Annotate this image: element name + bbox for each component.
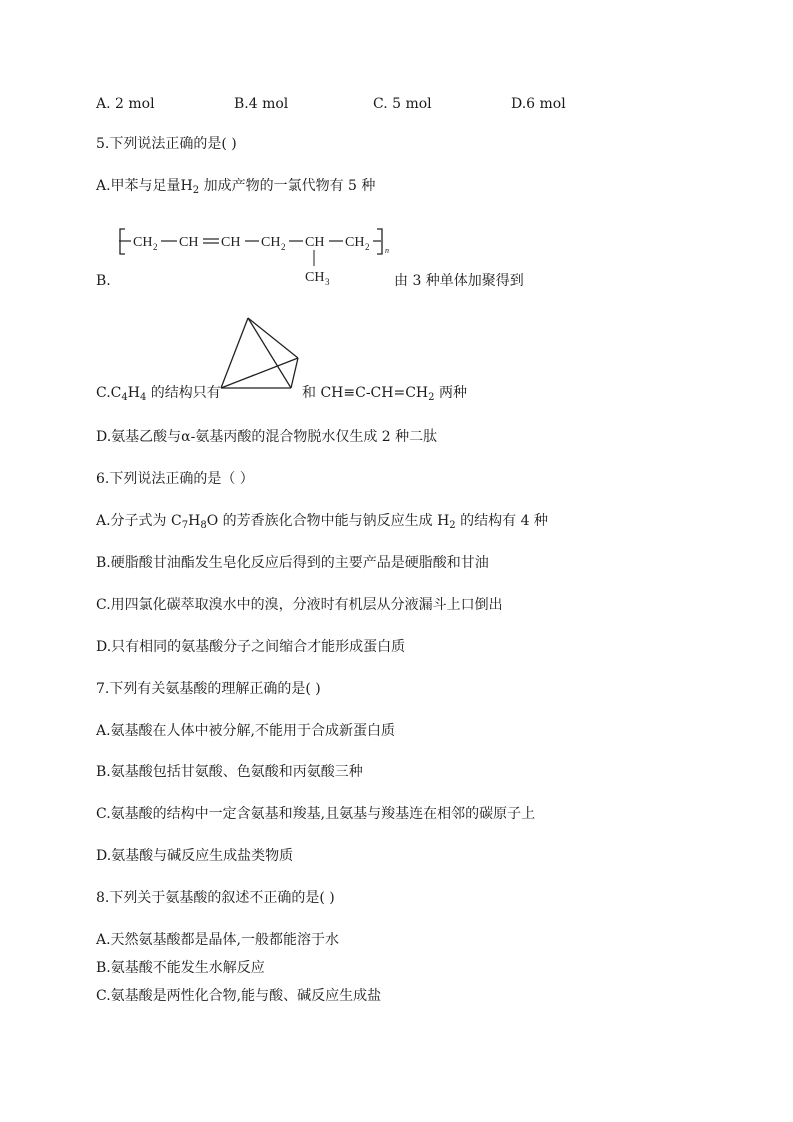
q4-option-a: A. 2 mol [96,96,155,112]
q5-option-c-tail [302,383,467,408]
polymer-ch3: CH [305,270,325,285]
polymer-ch2-2: CH [261,235,281,250]
q6-option-c: C.用四氯化碳萃取溴水中的溴，分液时有机层从分液漏斗上口倒出 [96,597,503,613]
q6-a-h: H [188,513,201,529]
q6-a-sub2: 8 [200,520,207,531]
q8-option-a: A.天然氨基酸都是晶体,一般都能溶于水 [96,932,340,948]
q7-option-d: D.氨基酸与碱反应生成盐类物质 [96,848,294,864]
tetrahedrane-diagram [218,316,308,394]
polymer-ch-c: CH [305,235,325,250]
q5-option-d: D.氨基乙酸与α-氨基丙酸的混合物脱水仅生成 2 种二肽 [96,429,438,445]
q6-option-b: B.硬脂酸甘油酯发生皂化反应后得到的主要产品是硬脂酸和甘油 [96,555,489,571]
polymer-ch-b: CH [221,235,241,250]
q7-option-a: A.氨基酸在人体中被分解,不能用于合成新蛋白质 [96,723,396,739]
q6-a-mid: O 的芳香族化合物中能与钠反应生成 H [206,513,450,529]
polymer-structure-diagram [119,226,404,292]
q5-c-sub1: 4 [121,392,128,403]
polymer-ch2-3: CH [345,235,365,250]
q4-option-d: D.6 mol [511,96,566,112]
q6-a-sub1: 7 [181,520,189,531]
q5-option-a [96,176,375,201]
polymer-sub-2: 2 [281,242,286,252]
polymer-ch2-1: CH [133,235,153,250]
q5-stem: 5.下列说法正确的是( ) [96,136,237,152]
q7-option-b: B.氨基酸包括甘氨酸、色氨酸和丙氨酸三种 [96,764,363,780]
polymer-ch-a: CH [179,235,199,250]
q5-a-subscript: 2 [192,185,200,196]
q5-c-h: H [127,385,140,401]
polymer-sub-1: 2 [153,242,158,252]
q5-c-sub3: 2 [428,392,435,403]
q8-option-c: C.氨基酸是两性化合物,能与酸、碱反应生成盐 [96,988,382,1004]
q4-option-c: C. 5 mol [373,96,432,112]
q6-option-a [96,511,548,536]
q5-c-sub2: 4 [139,392,147,403]
q6-a-sub3: 2 [449,520,456,531]
polymer-sub-ch3: 3 [325,277,330,287]
polymer-n: n [385,246,389,255]
q5-a-suffix: 加成产物的一氯代物有 5 种 [199,178,376,194]
q4-option-b: B.4 mol [234,96,289,112]
q5-c-text1: 的结构只有 [146,385,221,401]
q5-option-b-text: 由 3 种单体加聚得到 [394,273,524,289]
q5-option-b-label: B. [96,273,111,289]
q5-c-text2: 和 CH≡C-CH=CH [302,385,429,401]
q6-a-prefix: A.分子式为 C [96,513,182,529]
q7-stem: 7.下列有关氨基酸的理解正确的是( ) [96,681,321,697]
q8-option-b: B.氨基酸不能发生水解反应 [96,960,265,976]
polymer-sub-3: 2 [365,242,370,252]
q6-option-d: D.只有相同的氨基酸分子之间缩合才能形成蛋白质 [96,639,406,655]
q5-option-c [96,383,221,408]
q6-a-end: 的结构有 4 种 [455,513,548,529]
q8-stem: 8.下列关于氨基酸的叙述不正确的是( ) [96,890,335,906]
q5-a-prefix: A.甲苯与足量H [96,178,193,194]
q7-option-c: C.氨基酸的结构中一定含氨基和羧基,且氨基与羧基连在相邻的碳原子上 [96,806,536,822]
q6-stem: 6.下列说法正确的是（ ） [96,471,254,487]
q5-c-text3: 两种 [434,385,467,401]
q5-c-prefix: C.C [96,385,122,401]
